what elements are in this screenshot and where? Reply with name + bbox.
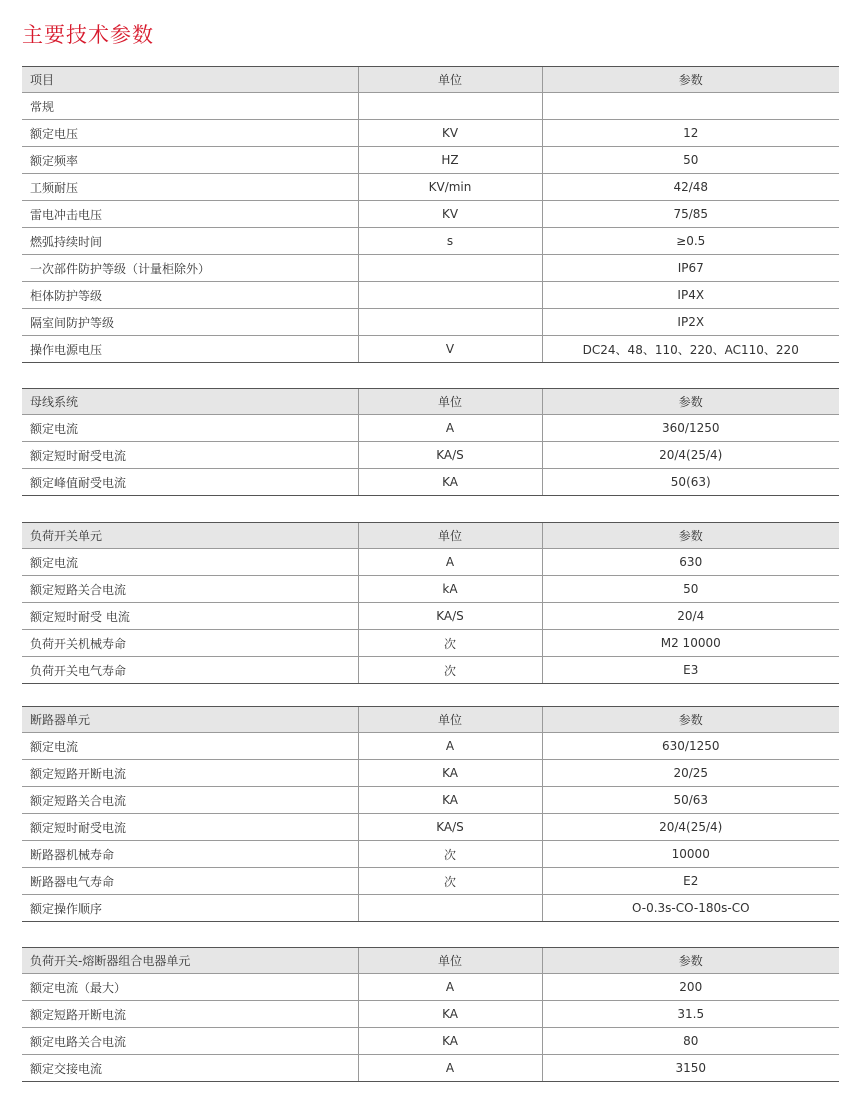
cell-value: 10000: [542, 841, 839, 868]
cell-value: 80: [542, 1028, 839, 1055]
cell-unit: KA/S: [358, 442, 542, 469]
cell-value: 20/25: [542, 760, 839, 787]
table-row: [22, 1055, 839, 1082]
cell-item: 额定电流: [22, 549, 358, 576]
cell-item: 断路器电气寿命: [22, 868, 358, 895]
cell-value: O-0.3s-CO-180s-CO: [542, 895, 839, 922]
spec-table-1: [22, 388, 839, 496]
spec-table-3: [22, 706, 839, 922]
spec-table-0: [22, 66, 839, 363]
table-row: [22, 760, 839, 787]
cell-item: 额定峰值耐受电流: [22, 469, 358, 496]
cell-item: 额定短路关合电流: [22, 787, 358, 814]
spec-table-2: [22, 522, 839, 684]
table-header-row: [22, 523, 839, 549]
header-value: 参数: [542, 948, 839, 974]
cell-value: 20/4: [542, 603, 839, 630]
table-row: [22, 549, 839, 576]
table-row: [22, 733, 839, 760]
header-unit: 单位: [358, 948, 542, 974]
table-row: [22, 228, 839, 255]
table-row: [22, 415, 839, 442]
cell-value: 3150: [542, 1055, 839, 1082]
table-header-row: [22, 67, 839, 93]
cell-unit: KV: [358, 120, 542, 147]
cell-unit: KA/S: [358, 603, 542, 630]
table-row: [22, 814, 839, 841]
cell-value: ≥0.5: [542, 228, 839, 255]
cell-item: 额定电压: [22, 120, 358, 147]
table-row: [22, 309, 839, 336]
cell-item: 额定短路关合电流: [22, 576, 358, 603]
table-row: [22, 201, 839, 228]
table-header-row: [22, 948, 839, 974]
cell-item: 燃弧持续时间: [22, 228, 358, 255]
cell-item: 断路器机械寿命: [22, 841, 358, 868]
cell-item: 额定频率: [22, 147, 358, 174]
cell-value: [542, 93, 839, 120]
header-unit: 单位: [358, 389, 542, 415]
cell-value: IP4X: [542, 282, 839, 309]
table-row: [22, 120, 839, 147]
page-title: 主要技术参数: [22, 23, 154, 47]
table-row: [22, 282, 839, 309]
cell-unit: KA: [358, 1028, 542, 1055]
cell-unit: kA: [358, 576, 542, 603]
cell-unit: 次: [358, 657, 542, 684]
table-row: [22, 1028, 839, 1055]
table-row: [22, 336, 839, 363]
cell-value: 630: [542, 549, 839, 576]
table-row: [22, 603, 839, 630]
table-header-row: [22, 707, 839, 733]
header-value: 参数: [542, 523, 839, 549]
header-value: 参数: [542, 67, 839, 93]
table-row: [22, 868, 839, 895]
cell-unit: A: [358, 415, 542, 442]
cell-item: 常规: [22, 93, 358, 120]
cell-unit: 次: [358, 630, 542, 657]
cell-item: 一次部件防护等级（计量柜除外）: [22, 255, 358, 282]
cell-unit: KA: [358, 469, 542, 496]
cell-unit: A: [358, 974, 542, 1001]
cell-value: E3: [542, 657, 839, 684]
cell-unit: KV/min: [358, 174, 542, 201]
cell-value: 42/48: [542, 174, 839, 201]
table-row: [22, 147, 839, 174]
cell-unit: HZ: [358, 147, 542, 174]
cell-unit: A: [358, 733, 542, 760]
cell-item: 额定短时耐受电流: [22, 442, 358, 469]
cell-unit: KA: [358, 760, 542, 787]
table-row: [22, 657, 839, 684]
table-row: [22, 841, 839, 868]
cell-unit: KV: [358, 201, 542, 228]
header-value: 参数: [542, 389, 839, 415]
table-row: [22, 255, 839, 282]
cell-item: 额定短路开断电流: [22, 760, 358, 787]
cell-unit: 次: [358, 841, 542, 868]
cell-value: 50/63: [542, 787, 839, 814]
table-row: [22, 1001, 839, 1028]
cell-item: 柜体防护等级: [22, 282, 358, 309]
cell-unit: s: [358, 228, 542, 255]
table-row: [22, 174, 839, 201]
cell-item: 额定短时耐受 电流: [22, 603, 358, 630]
cell-item: 负荷开关电气寿命: [22, 657, 358, 684]
table-row: [22, 787, 839, 814]
cell-item: 额定短路开断电流: [22, 1001, 358, 1028]
header-unit: 单位: [358, 707, 542, 733]
cell-item: 负荷开关机械寿命: [22, 630, 358, 657]
cell-value: 50: [542, 147, 839, 174]
header-item: 负荷开关-熔断器组合电器单元: [22, 948, 358, 974]
table-row: [22, 442, 839, 469]
cell-item: 额定电流（最大）: [22, 974, 358, 1001]
table-row: [22, 93, 839, 120]
cell-item: 额定电流: [22, 733, 358, 760]
cell-unit: [358, 93, 542, 120]
cell-item: 工频耐压: [22, 174, 358, 201]
cell-item: 雷电冲击电压: [22, 201, 358, 228]
header-item: 母线系统: [22, 389, 358, 415]
header-unit: 单位: [358, 67, 542, 93]
table-row: [22, 974, 839, 1001]
table-row: [22, 469, 839, 496]
cell-item: 额定操作顺序: [22, 895, 358, 922]
cell-value: 200: [542, 974, 839, 1001]
table-row: [22, 630, 839, 657]
table-row: [22, 576, 839, 603]
cell-unit: [358, 282, 542, 309]
cell-unit: [358, 309, 542, 336]
cell-unit: KA: [358, 1001, 542, 1028]
cell-value: 360/1250: [542, 415, 839, 442]
cell-value: 20/4(25/4): [542, 814, 839, 841]
cell-value: DC24、48、110、220、AC110、220: [542, 336, 839, 363]
cell-item: 操作电源电压: [22, 336, 358, 363]
header-item: 项目: [22, 67, 358, 93]
cell-unit: [358, 255, 542, 282]
cell-value: 630/1250: [542, 733, 839, 760]
cell-item: 隔室间防护等级: [22, 309, 358, 336]
cell-item: 额定交接电流: [22, 1055, 358, 1082]
header-value: 参数: [542, 707, 839, 733]
cell-value: 12: [542, 120, 839, 147]
header-item: 断路器单元: [22, 707, 358, 733]
cell-item: 额定短时耐受电流: [22, 814, 358, 841]
cell-unit: 次: [358, 868, 542, 895]
cell-value: 75/85: [542, 201, 839, 228]
cell-value: 20/4(25/4): [542, 442, 839, 469]
cell-unit: A: [358, 1055, 542, 1082]
header-unit: 单位: [358, 523, 542, 549]
spec-table-4: [22, 947, 839, 1082]
cell-value: IP67: [542, 255, 839, 282]
cell-value: M2 10000: [542, 630, 839, 657]
table-row: [22, 895, 839, 922]
cell-unit: V: [358, 336, 542, 363]
cell-unit: [358, 895, 542, 922]
header-item: 负荷开关单元: [22, 523, 358, 549]
cell-item: 额定电路关合电流: [22, 1028, 358, 1055]
cell-value: 50: [542, 576, 839, 603]
table-header-row: [22, 389, 839, 415]
cell-unit: KA/S: [358, 814, 542, 841]
cell-value: E2: [542, 868, 839, 895]
cell-item: 额定电流: [22, 415, 358, 442]
cell-value: 50(63): [542, 469, 839, 496]
cell-unit: A: [358, 549, 542, 576]
cell-value: IP2X: [542, 309, 839, 336]
cell-value: 31.5: [542, 1001, 839, 1028]
cell-unit: KA: [358, 787, 542, 814]
